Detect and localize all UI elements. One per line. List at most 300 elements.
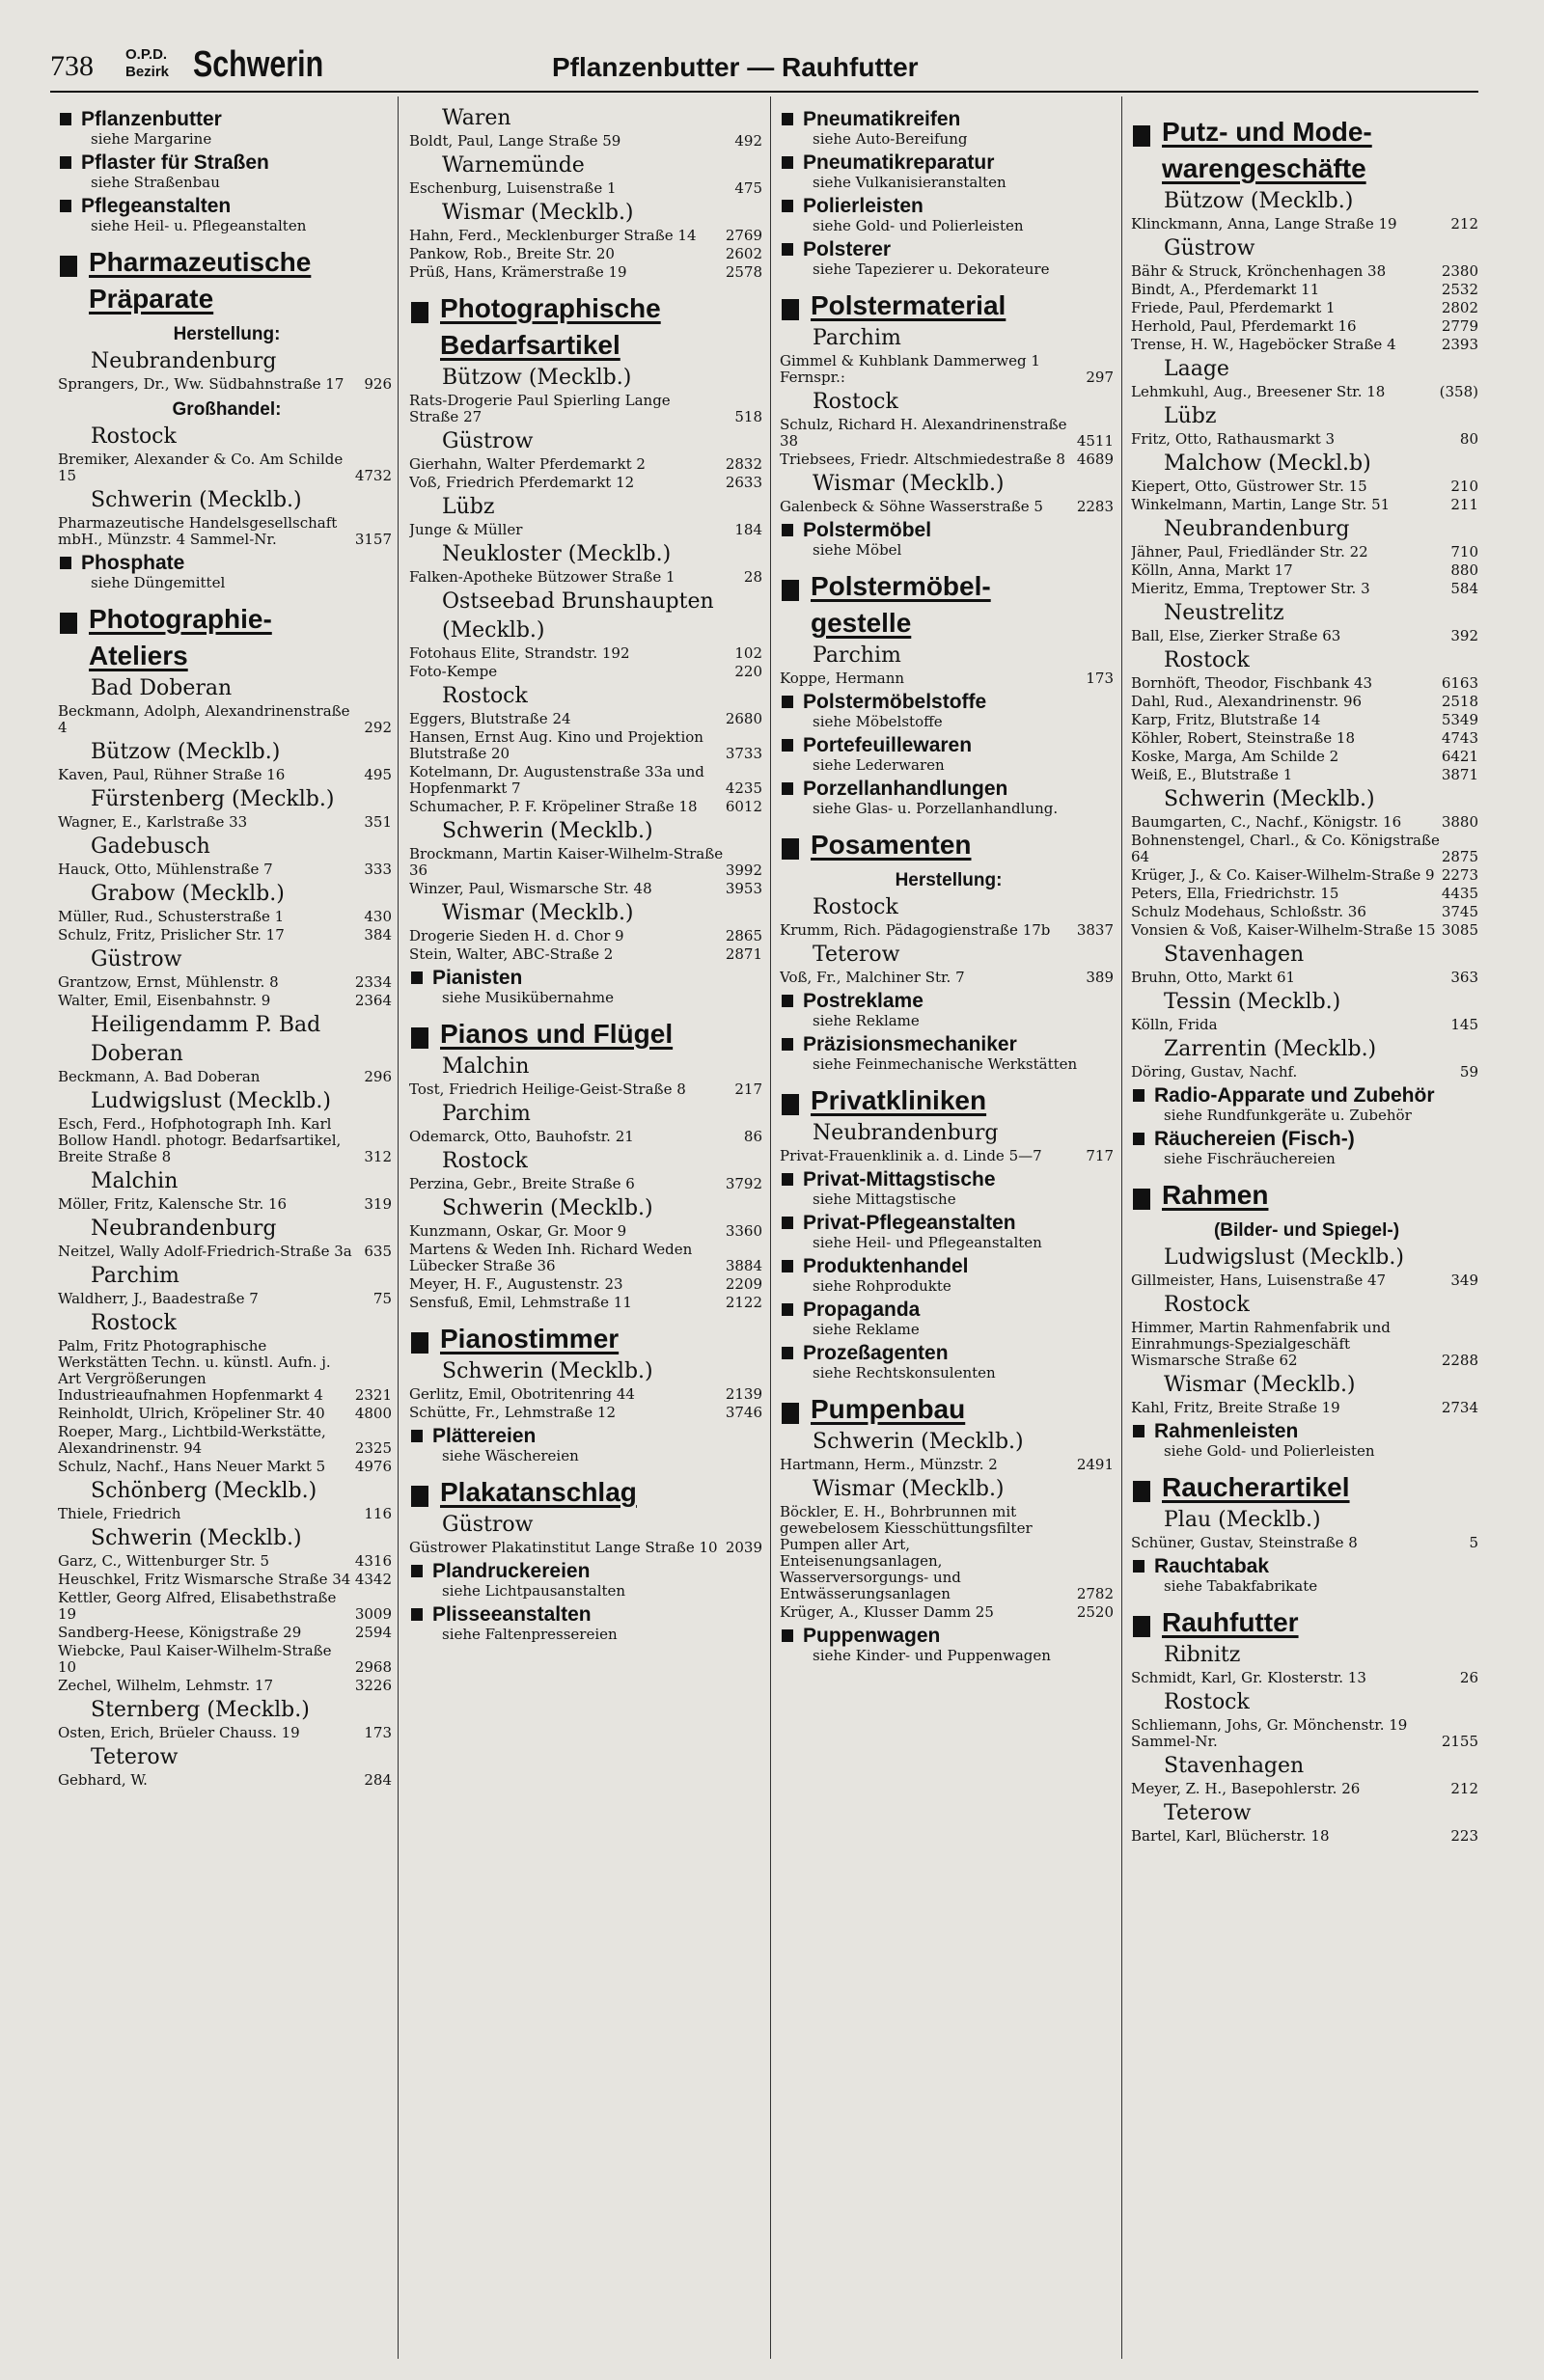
entry (1131, 216, 1482, 233)
entry (1131, 694, 1482, 710)
entry-text: Gebhard, W. (58, 1771, 148, 1789)
section-heading: Polstermöbel (780, 519, 1117, 542)
see-reference: siehe Feinmechanische Werkstätten (813, 1055, 1078, 1073)
category-heading-line: gestelle (811, 608, 912, 638)
entry-phone-number: 492 (734, 132, 762, 150)
entry-phone-number: 312 (364, 1148, 392, 1165)
town-name: Waren (442, 106, 511, 130)
section-heading: Postreklame (780, 990, 1117, 1013)
entry-text: Falken-Apotheke Bützower Straße 1 (409, 568, 676, 586)
entry-phone-number: 3157 (354, 531, 392, 548)
town-name: Bützow (Mecklb.) (442, 366, 632, 390)
category-heading-line: Präparate (89, 284, 214, 314)
entry (409, 928, 766, 944)
entry (409, 1386, 766, 1403)
entry-text: Winkelmann, Martin, Lange Str. 51 (1131, 496, 1391, 513)
entry-text: Dahl, Rud., Alexandrinenstr. 96 (1131, 693, 1363, 710)
section-heading: Rahmenleisten (1131, 1420, 1482, 1443)
entry-text: Kunzmann, Oskar, Gr. Moor 9 (409, 1222, 627, 1240)
entry-text: Krüger, J., & Co. Kaiser-Wilhelm-Straße 9 (1131, 866, 1435, 884)
entry-phone-number: 2273 (1441, 866, 1478, 884)
entry (58, 862, 396, 878)
entry-text: Brockmann, Martin Kaiser-Wilhelm-Straße 36 (409, 845, 724, 879)
entry (409, 1129, 766, 1145)
entry-phone-number: 926 (364, 375, 392, 393)
town-name: Schwerin (Mecklb.) (442, 1196, 653, 1220)
category-heading-line: Photographische (440, 293, 661, 323)
town-name: Bad Doberan (91, 676, 233, 700)
town-name: Rostock (813, 390, 898, 414)
entry-text: Perzina, Gebr., Breite Straße 6 (409, 1175, 635, 1192)
town-name: Ribnitz (1164, 1643, 1241, 1667)
category-heading-line: Rahmen (1162, 1180, 1269, 1210)
section-heading: Pflanzenbutter (58, 108, 396, 131)
entry-text: Wiebcke, Paul Kaiser-Wilhelm-Straße 10 (58, 1642, 332, 1676)
category-heading (409, 290, 766, 364)
entry (58, 1291, 396, 1307)
category-heading (780, 568, 1117, 642)
entry-phone-number: 86 (743, 1128, 762, 1145)
see-reference: siehe Lichtpausanstalten (442, 1582, 626, 1600)
entry-text: Ball, Else, Zierker Straße 63 (1131, 627, 1341, 644)
entry (409, 664, 766, 680)
entry (409, 764, 766, 797)
entry-phone-number: 4743 (1441, 729, 1478, 747)
entry-text: Peters, Ella, Friedrichstr. 15 (1131, 885, 1339, 902)
town-name: Ludwigslust (Mecklb.) (1164, 1245, 1404, 1270)
see-reference: siehe Heil- u. Pflegeanstalten (91, 217, 307, 234)
entry-text: Müller, Rud., Schusterstraße 1 (58, 908, 285, 925)
entry-phone-number: 3746 (725, 1404, 762, 1421)
category-heading-line: Raucherartikel (1162, 1472, 1350, 1502)
entry (58, 376, 396, 393)
see-reference: siehe Rechtskonsulenten (813, 1364, 996, 1381)
entry (409, 180, 766, 197)
entry-phone-number: 2602 (725, 245, 762, 262)
entry-phone-number: 3884 (725, 1257, 762, 1274)
entry-text: Mieritz, Emma, Treptower Str. 3 (1131, 580, 1370, 597)
entry-text: Osten, Erich, Brüeler Chauss. 19 (58, 1724, 300, 1741)
entry-phone-number: 28 (743, 568, 762, 586)
entry-phone-number: 2633 (725, 474, 762, 491)
entry (1131, 384, 1482, 400)
entry (780, 922, 1117, 939)
entry (409, 881, 766, 897)
entry-phone-number: 4511 (1076, 432, 1114, 450)
entry-phone-number: 2594 (354, 1624, 392, 1641)
entry-text: Böckler, E. H., Bohrbrunnen mit gewebelosem Kiesschüttungsfilter Pumpen aller Art, Enteisenungsanlagen, Wasserversorgungs- und Entwässerungsanlagen (780, 1503, 1033, 1602)
entry-text: Schüner, Gustav, Steinstraße 8 (1131, 1534, 1358, 1551)
town-name: Neukloster (Mecklb.) (442, 542, 672, 566)
entry-phone-number: 2865 (725, 927, 762, 944)
entry-text: Martens & Weden Inh. Richard Weden Lübecker Straße 36 (409, 1241, 693, 1274)
entry (1131, 1064, 1482, 1081)
entry-phone-number: 6163 (1441, 674, 1478, 692)
town-name: Laage (1164, 357, 1229, 381)
entry (1131, 1717, 1482, 1750)
entry-text: Esch, Ferd., Hofphotograph Inh. Karl Bollow Handl. photogr. Bedarfsartikel, Breite Straße 8 (58, 1115, 342, 1165)
entry-text: Koppe, Hermann (780, 670, 905, 687)
entry-text: Hansen, Ernst Aug. Kino und Projektion Blutstraße 20 (409, 728, 703, 762)
town-name: Teterow (91, 1745, 179, 1769)
entry-text: Eggers, Blutstraße 24 (409, 710, 571, 727)
entry-text: Schulz, Richard H. Alexandrinenstraße 38 (780, 416, 1067, 450)
town-name: Schönberg (Mecklb.) (91, 1479, 317, 1503)
entry-phone-number: 2380 (1441, 262, 1478, 280)
category-heading (780, 1391, 1117, 1428)
column-1 (58, 104, 396, 2362)
see-reference: siehe Musikübernahme (442, 989, 614, 1006)
section-heading: Radio-Apparate und Zubehör (1131, 1084, 1482, 1108)
entry-text: Bremiker, Alexander & Co. Am Schilde 15 (58, 451, 344, 484)
category-heading (1131, 1604, 1482, 1641)
town-name: Bützow (Mecklb.) (1164, 189, 1354, 213)
entry-phone-number: 2779 (1441, 317, 1478, 335)
see-reference: siehe Gold- und Polierleisten (813, 217, 1024, 234)
section-heading: Privat-Mittagstische (780, 1168, 1117, 1191)
entry-text: Schütte, Fr., Lehmstraße 12 (409, 1404, 617, 1421)
see-reference: siehe Tapezierer u. Dekorateure (813, 260, 1050, 278)
entry-phone-number: 518 (734, 408, 762, 425)
town-name: Grabow (Mecklb.) (91, 882, 285, 906)
entry-text: Schulz, Fritz, Prislicher Str. 17 (58, 926, 285, 944)
entry (780, 1604, 1117, 1621)
see-reference: siehe Heil- und Pflegeanstalten (813, 1234, 1042, 1251)
entry (409, 799, 766, 815)
entry-phone-number: 102 (734, 644, 762, 662)
entry-phone-number: 2871 (725, 945, 762, 963)
entry-text: Weiß, E., Blutstraße 1 (1131, 766, 1293, 783)
section-heading: Pflegeanstalten (58, 195, 396, 218)
section-heading: Rauchtabak (1131, 1555, 1482, 1578)
category-heading (58, 244, 396, 317)
entry-text: Himmer, Martin Rahmenfabrik und Einrahmungs-Spezialgeschäft Wismarsche Straße 62 (1131, 1319, 1391, 1369)
town-name: Neubrandenburg (91, 1217, 277, 1241)
entry (58, 1643, 396, 1676)
see-reference: siehe Straßenbau (91, 174, 220, 191)
category-heading-line: Pharmazeutische (89, 247, 312, 277)
section-heading: Pianisten (409, 967, 766, 990)
category-heading (409, 1321, 766, 1357)
entry-phone-number: 296 (364, 1068, 392, 1085)
town-name: Neubrandenburg (813, 1121, 999, 1145)
section-heading: Privat-Pflegeanstalten (780, 1212, 1117, 1235)
entry-text: Bornhöft, Theodor, Fischbank 43 (1131, 674, 1373, 692)
entry-text: Boldt, Paul, Lange Straße 59 (409, 132, 621, 150)
see-reference: siehe Reklame (813, 1012, 920, 1029)
entry (1131, 1670, 1482, 1686)
entry (58, 703, 396, 736)
entry (58, 993, 396, 1009)
entry-text: Bohnenstengel, Charl., & Co. Königstraße 64 (1131, 832, 1440, 865)
town-name: Teterow (813, 943, 900, 967)
entry-text: Kölln, Anna, Markt 17 (1131, 561, 1293, 579)
entry-phone-number: 2518 (1441, 693, 1478, 710)
entry (409, 1295, 766, 1311)
section-heading: Prozeßagenten (780, 1342, 1117, 1365)
entry-text: Fritz, Otto, Rathausmarkt 3 (1131, 430, 1336, 448)
entry-text: Friede, Paul, Pferdemarkt 1 (1131, 299, 1336, 316)
entry (1131, 886, 1482, 902)
entry-text: Reinholdt, Ulrich, Kröpeliner Str. 40 (58, 1405, 325, 1422)
town-name: Schwerin (Mecklb.) (442, 819, 653, 843)
entry-text: Koske, Marga, Am Schilde 2 (1131, 748, 1339, 765)
category-heading (1131, 1177, 1482, 1214)
entry (1131, 1017, 1482, 1033)
see-reference: siehe Faltenpressereien (442, 1626, 618, 1643)
entry-phone-number: 2578 (725, 263, 762, 281)
entry-phone-number: (358) (1439, 383, 1478, 400)
town-name: Rostock (813, 895, 898, 919)
entry (58, 1553, 396, 1570)
entry-phone-number: 297 (1086, 369, 1114, 386)
entry-phone-number: 2734 (1441, 1399, 1478, 1416)
category-heading-line: Posamenten (811, 830, 972, 860)
column-4 (1131, 104, 1482, 2362)
entry (1131, 767, 1482, 783)
entry-phone-number: 223 (1450, 1827, 1478, 1845)
entry (58, 1244, 396, 1260)
entry (1131, 1781, 1482, 1797)
entry-text: Vonsien & Voß, Kaiser-Wilhelm-Straße 15 (1131, 921, 1436, 939)
town-name: Plau (Mecklb.) (1164, 1508, 1321, 1532)
section-heading: Propaganda (780, 1299, 1117, 1322)
category-heading (780, 1082, 1117, 1119)
town-name: Stavenhagen (1164, 943, 1305, 967)
town-name: Rostock (1164, 648, 1250, 672)
entry-phone-number: 2139 (725, 1385, 762, 1403)
entry-text: Krüger, A., Klusser Damm 25 (780, 1603, 994, 1621)
town-name: Neubrandenburg (1164, 517, 1350, 541)
town-name: Ostseebad Brunshaupten (Mecklb.) (442, 589, 714, 643)
entry-text: Prüß, Hans, Krämerstraße 19 (409, 263, 627, 281)
entry-phone-number: 4976 (354, 1458, 392, 1475)
entry (409, 569, 766, 586)
entry (780, 499, 1117, 515)
entry (1131, 904, 1482, 920)
town-name: Wismar (Mecklb.) (813, 472, 1005, 496)
entry-text: Klinckmann, Anna, Lange Straße 19 (1131, 215, 1397, 233)
entry-phone-number: 2802 (1441, 299, 1478, 316)
entry-text: Waldherr, J., Baadestraße 7 (58, 1290, 259, 1307)
entry-text: Tost, Friedrich Heilige-Geist-Straße 8 (409, 1081, 686, 1098)
entry (58, 1406, 396, 1422)
entry-phone-number: 3360 (725, 1222, 762, 1240)
entry (58, 1069, 396, 1085)
entry-text: Schmidt, Karl, Gr. Klosterstr. 13 (1131, 1669, 1366, 1686)
town-name: Rostock (442, 684, 528, 708)
entry-phone-number: 3745 (1441, 903, 1478, 920)
entry-phone-number: 2283 (1076, 498, 1114, 515)
entry (409, 393, 766, 425)
entry (1131, 479, 1482, 495)
entry-text: Gillmeister, Hans, Luisenstraße 47 (1131, 1272, 1387, 1289)
entry-phone-number: 3880 (1441, 813, 1478, 831)
town-name: Rostock (91, 424, 177, 449)
entry (1131, 263, 1482, 280)
entry-phone-number: 389 (1086, 969, 1114, 986)
entry-text: Pharmazeutische Handelsgesellschaft mbH., Münzstr. 4 Sammel-Nr. (58, 514, 338, 548)
entry-phone-number: 3992 (725, 862, 762, 879)
town-name: Malchow (Meckl.b) (1164, 451, 1371, 476)
entry-text: Kotelmann, Dr. Augustenstraße 33a und Hopfenmarkt 7 (409, 763, 704, 797)
entry-phone-number: 2782 (1076, 1585, 1114, 1602)
entry-phone-number: 2039 (725, 1539, 762, 1556)
entry-phone-number: 349 (1450, 1272, 1478, 1289)
entry-phone-number: 4800 (354, 1405, 392, 1422)
entry-text: Gerlitz, Emil, Obotritenring 44 (409, 1385, 635, 1403)
town-name: Wismar (Mecklb.) (442, 201, 634, 225)
entry-text: Schulz, Nachf., Hans Neuer Markt 5 (58, 1458, 326, 1475)
section-heading: Pflaster für Straßen (58, 151, 396, 175)
entry-phone-number: 584 (1450, 580, 1478, 597)
see-reference: siehe Rundfunkgeräte u. Zubehör (1164, 1107, 1412, 1124)
entry-text: Schumacher, P. F. Kröpeliner Straße 18 (409, 798, 698, 815)
subheading: Herstellung: (895, 870, 1003, 890)
entry-text: Zechel, Wilhelm, Lehmstr. 17 (58, 1677, 274, 1694)
entry (780, 670, 1117, 687)
entry-phone-number: 3226 (354, 1677, 392, 1694)
entry-phone-number: 2155 (1441, 1733, 1478, 1750)
entry (409, 228, 766, 244)
town-name: Schwerin (Mecklb.) (1164, 787, 1375, 811)
entry-phone-number: 384 (364, 926, 392, 944)
entry (780, 1457, 1117, 1473)
town-name: Parchim (442, 1102, 531, 1126)
entry (58, 1459, 396, 1475)
entry (1131, 675, 1482, 692)
entry-phone-number: 710 (1450, 543, 1478, 561)
entry-phone-number: 2769 (725, 227, 762, 244)
entry (1131, 749, 1482, 765)
subheading: (Bilder- und Spiegel-) (1213, 1220, 1400, 1241)
entry-phone-number: 3009 (354, 1605, 392, 1623)
category-heading (780, 827, 1117, 863)
entry (409, 246, 766, 262)
town-name: Bützow (Mecklb.) (91, 740, 281, 764)
entry-phone-number: 80 (1459, 430, 1478, 448)
entry-text: Bruhn, Otto, Markt 61 (1131, 969, 1296, 986)
town-name: Warnemünde (442, 153, 585, 178)
see-reference: siehe Auto-Bereifung (813, 130, 968, 148)
entry (58, 909, 396, 925)
entry-phone-number: 880 (1450, 561, 1478, 579)
entry-text: Kettler, Georg Alfred, Elisabethstraße 19 (58, 1589, 337, 1623)
entry-text: Kiepert, Otto, Güstrower Str. 15 (1131, 478, 1367, 495)
entry (1131, 1320, 1482, 1369)
entry (58, 515, 396, 548)
town-name: Teterow (1164, 1801, 1252, 1825)
town-name: Fürstenberg (Mecklb.) (91, 787, 335, 811)
entry-text: Triebsees, Friedr. Altschmiedestraße 8 (780, 451, 1065, 468)
entry-text: Rats-Drogerie Paul Spierling Lange Straße 27 (409, 392, 671, 425)
entry (409, 1081, 766, 1098)
category-heading (780, 287, 1117, 324)
entry-phone-number: 2520 (1076, 1603, 1114, 1621)
entry-phone-number: 2680 (725, 710, 762, 727)
entry-phone-number: 2491 (1076, 1456, 1114, 1473)
section-heading: Pneumatikreparatur (780, 151, 1117, 175)
entry (1131, 1272, 1482, 1289)
entry-phone-number: 2968 (354, 1658, 392, 1676)
category-heading-line: Pumpenbau (811, 1394, 966, 1424)
entry-text: Fotohaus Elite, Strandstr. 192 (409, 644, 630, 662)
entry-phone-number: 75 (372, 1290, 392, 1307)
town-name: Parchim (91, 1264, 179, 1288)
entry (409, 133, 766, 150)
entry-phone-number: 2321 (354, 1386, 392, 1404)
town-name: Rostock (1164, 1690, 1250, 1714)
entry-text: Walter, Emil, Eisenbahnstr. 9 (58, 992, 271, 1009)
entry (1131, 544, 1482, 561)
district-city: Schwerin (193, 44, 324, 85)
entry-text: Baumgarten, C., Nachf., Königstr. 16 (1131, 813, 1402, 831)
column-2 (409, 104, 766, 2362)
entry-text: Herhold, Paul, Pferdemarkt 16 (1131, 317, 1357, 335)
entry-phone-number: 3792 (725, 1175, 762, 1192)
entry-phone-number: 2532 (1441, 281, 1478, 298)
entry-text: Palm, Fritz Photographische Werkstätten Techn. u. künstl. Aufn. j. Art Vergrößerungen Industrieaufnahmen Hopfenmarkt 4 (58, 1337, 331, 1404)
entry-text: Thiele, Friedrich (58, 1505, 181, 1522)
entry-text: Sprangers, Dr., Ww. Südbahnstraße 17 (58, 375, 345, 393)
entry (1131, 581, 1482, 597)
entry-phone-number: 184 (734, 521, 762, 538)
section-heading: Phosphate (58, 552, 396, 575)
entry (58, 1772, 396, 1789)
town-name: Stavenhagen (1164, 1754, 1305, 1778)
entry (409, 1242, 766, 1274)
entry-text: Güstrower Plakatinstitut Lange Straße 10 (409, 1539, 718, 1556)
town-name: Rostock (442, 1149, 528, 1173)
section-heading: Räuchereien (Fisch-) (1131, 1128, 1482, 1151)
entry (1131, 337, 1482, 353)
entry-text: Beckmann, Adolph, Alexandrinenstraße 4 (58, 702, 350, 736)
entry-text: Garz, C., Wittenburger Str. 5 (58, 1552, 270, 1570)
entry (58, 1678, 396, 1694)
section-heading: Präzisionsmechaniker (780, 1033, 1117, 1056)
see-reference: siehe Wäschereien (442, 1447, 579, 1464)
entry-text: Köhler, Robert, Steinstraße 18 (1131, 729, 1355, 747)
entry (58, 1424, 396, 1457)
entry-text: Galenbeck & Söhne Wasserstraße 5 (780, 498, 1043, 515)
entry-text: Beckmann, A. Bad Doberan (58, 1068, 261, 1085)
entry-text: Krumm, Rich. Pädagogienstraße 17b (780, 921, 1051, 939)
town-name: Neustrelitz (1164, 601, 1284, 625)
header-rule (50, 91, 1478, 93)
entry-phone-number: 173 (1086, 670, 1114, 687)
section-heading: Polstermöbelstoffe (780, 691, 1117, 714)
entry-phone-number: 59 (1459, 1063, 1478, 1081)
town-name: Schwerin (Mecklb.) (91, 1526, 302, 1550)
entry (1131, 712, 1482, 728)
entry-phone-number: 116 (364, 1505, 392, 1522)
entry (58, 1590, 396, 1623)
entry-phone-number: 475 (734, 179, 762, 197)
entry-text: Neitzel, Wally Adolf-Friedrich-Straße 3a (58, 1243, 352, 1260)
entry-text: Bartel, Karl, Blücherstr. 18 (1131, 1827, 1330, 1845)
entry-phone-number: 3837 (1076, 921, 1114, 939)
see-reference: siehe Vulkanisieranstalten (813, 174, 1006, 191)
town-name: Güstrow (91, 947, 182, 971)
entry-text: Heuschkel, Fritz Wismarsche Straße 34 (58, 1571, 351, 1588)
entry (58, 451, 396, 484)
section-heading: Polierleisten (780, 195, 1117, 218)
entry-text: Gimmel & Kuhblank Dammerweg 1 Fernspr.: (780, 352, 1040, 386)
section-heading: Porzellanhandlungen (780, 778, 1117, 801)
entry (780, 970, 1117, 986)
entry (1131, 867, 1482, 884)
entry-text: Roeper, Marg., Lichtbild-Werkstätte, Alexandrinenstr. 94 (58, 1423, 326, 1457)
